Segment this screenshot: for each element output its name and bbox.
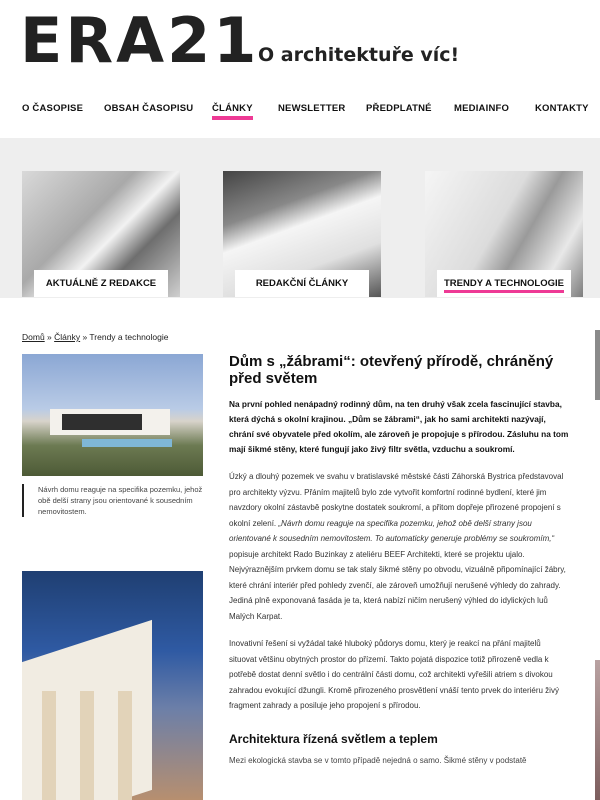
article — [229, 353, 569, 765]
category-label[interactable]: AKTUÁLNĚ Z REDAKCE — [34, 270, 168, 297]
article-paragraph: Mezi ekologická stavba se v tomto případě nejedná o samo. Šikmé stěny v podstatě — [229, 755, 527, 765]
category-label[interactable]: REDAKČNÍ ČLÁNKY — [235, 270, 369, 297]
photo-caption: Návrh domu reaguje na specifika pozemku, jehož obě delší strany jsou orientované k sousedním nemovitostem. — [22, 484, 203, 517]
edge-image-fragment — [595, 660, 600, 800]
breadcrumb-current: Trendy a technologie — [89, 332, 169, 342]
article-title: Dům s „žábrami“: otevřený přírodě, chráněný před světem — [229, 353, 554, 387]
house-night-photo[interactable] — [22, 571, 203, 800]
article-paragraph: Inovativní řešení si vyžádal také hluboký půdorys domu, který je reakcí na přání majitelů situovat většinu obytných prostor do přízemí. Takto pojatá dispozice totiž přirozeně vedla k potřebě dostat denní světlo i do centrální části domu, což architekti vyřešili atriem s divokou zahradou evokující džungli. Kromě přirozeného prosvětlení vnáší tento prvek do interiéru živý fragment zahrady a posiluje jeho propojení s přírodou. — [229, 639, 559, 710]
nav-item-obsah-casopisu[interactable]: OBSAH ČASOPISU — [104, 103, 194, 114]
article-paragraph: Úzký a dlouhý pozemek ve svahu v bratislavské městské části Záhorská Bystrica představoval pro architekty výzvu. Přáním majitelů bylo zde vytvořit komfortní rodinné bydlení, které jim navzdory okolní zástavbě poskytne dostatek soukromí, a přitom dopřeje přirozené propojení s okolní zelení. „Návrh domu reaguje na specifika pozemku, jehož obě delší strany jsou orientované k sousedním nemovitostem. To automaticky generuje problémy se soukromím,“ popisuje architekt Rado Buzinkay z ateliéru BEEF Architekti, které se projektu ujalo. Nejvýraznějším prvkem domu se tak staly šikmé stěny po obvodu, vizuálně připomínající žábry, které chrání interiér před pohledy zvenčí, ale zároveň umožňují nerušené výhledy do zahrady. Jediná plně exponovaná fasáda je ta, která nabízí ničím nerušený výhled do idylických luů Malých Karpat. — [229, 472, 566, 621]
house-exterior-photo[interactable] — [22, 354, 203, 476]
quote: „Návrh domu reaguje na specifika pozemku, jehož obě delší strany jsou orientované k sousedním nemovitostem. To automaticky generuje problémy se soukromím,“ — [229, 518, 555, 543]
category-tile-redakcni[interactable] — [223, 171, 381, 297]
nav-item-mediainfo[interactable]: MEDIAINFO — [454, 103, 510, 114]
site-tagline: O architektuře víc! — [258, 44, 460, 66]
article-subheading: Architektura řízená světlem a teplem — [229, 731, 438, 746]
article-lead: Na první pohled nenápadný rodinný dům, na ten druhý však zcela fascinující stavba, která dýchá s okolní krajinou. „Dům se žábrami“, jak ho sami architekti nazývají, chrání své obyvatele před okolím, ale zároveň je propojuje s přírodou. Zásluhu na tom mají šikmé stěny, které fungují jako živý filtr světla, vzduchu a soukromí. — [229, 399, 569, 454]
category-tile-trendy[interactable] — [425, 171, 583, 297]
edge-image-fragment — [595, 330, 600, 400]
breadcrumb-home-link[interactable]: Domů — [22, 332, 45, 342]
category-tile-aktualne[interactable] — [22, 171, 180, 297]
breadcrumb-section-link[interactable]: Články — [54, 332, 81, 342]
breadcrumb-separator: » — [80, 332, 90, 342]
nav-item-predplatne[interactable]: PŘEDPLATNÉ — [366, 103, 432, 114]
main-nav — [0, 103, 600, 123]
breadcrumb-separator: » — [44, 332, 55, 342]
nav-item-clanky[interactable]: ČLÁNKY — [212, 103, 253, 114]
nav-item-newsletter[interactable]: NEWSLETTER — [278, 103, 346, 114]
category-label-active[interactable]: TRENDY A TECHNOLOGIE — [437, 270, 571, 297]
site-logo[interactable]: ERA21 — [20, 4, 260, 77]
nav-item-o-casopise[interactable]: O ČASOPISE — [22, 103, 84, 114]
breadcrumb — [22, 332, 169, 342]
nav-item-kontakty[interactable]: KONTAKTY — [535, 103, 589, 114]
